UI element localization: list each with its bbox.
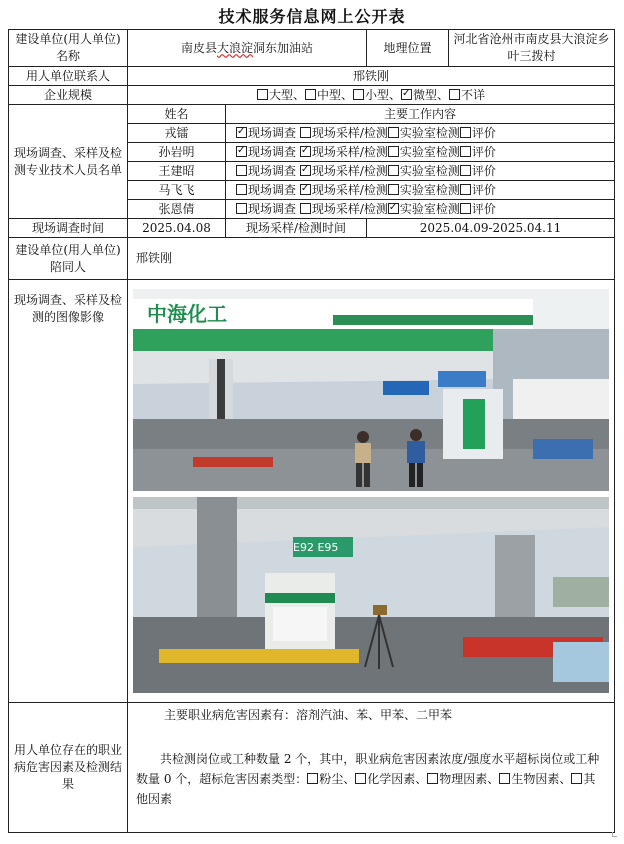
checkbox-checked xyxy=(388,203,399,214)
pump-grade-sign: E92 E95 xyxy=(293,541,339,554)
info-table xyxy=(8,29,615,833)
company-name-value: 南皮县大浪淀洞东加油站 xyxy=(128,30,367,67)
contact-value: 邢铁刚 xyxy=(128,67,615,86)
result-summary: 共检测岗位或工种数量 2 个，其中，职业病危害因素浓度/强度水平超标岗位或工种数量 0 个，超标危害因素类型： 粉尘、 化学因素、 物理因素、 生物因素、 其他因素 xyxy=(136,752,600,806)
checkbox xyxy=(460,146,471,157)
location-label: 地理位置 xyxy=(367,30,449,67)
checkbox-label: 评价 xyxy=(471,144,496,159)
checkbox-label: 现场采样/检测 xyxy=(311,201,388,216)
checkbox-label: 粉尘、 xyxy=(319,772,356,786)
photo-fuel-pump xyxy=(133,497,609,693)
checkbox xyxy=(460,184,471,195)
checkbox xyxy=(388,146,399,157)
photos-cell xyxy=(128,280,615,703)
checkbox-label: 大型、 xyxy=(268,87,305,102)
result-cell xyxy=(128,703,615,833)
checkbox xyxy=(300,127,311,138)
result-label: 用人单位存在的职业病危害因素及检测结果 xyxy=(9,703,128,833)
sample-time-value: 2025.04.09-2025.04.11 xyxy=(367,219,615,238)
scale-options xyxy=(128,86,615,105)
checkbox-label: 生物因素、 xyxy=(511,772,572,786)
checkbox-label: 其他因素 xyxy=(136,772,596,806)
checkbox-label: 评价 xyxy=(471,125,496,140)
checkbox-label: 现场调查 xyxy=(248,201,297,216)
escort-value: 邢铁刚 xyxy=(128,238,615,280)
checkbox-label: 小型、 xyxy=(365,87,402,102)
staff-work xyxy=(226,181,615,200)
checkbox-label: 评价 xyxy=(471,201,496,216)
site-photos xyxy=(133,289,609,693)
checkbox-label: 现场采样/检测 xyxy=(311,182,388,197)
checkbox xyxy=(460,165,471,176)
checkbox-label: 现场采样/检测 xyxy=(311,125,388,140)
photo-station-canopy xyxy=(133,289,609,491)
checkbox-label: 现场采样/检测 xyxy=(311,144,388,159)
checkbox-label: 实验室检测 xyxy=(399,163,460,178)
staff-name: 孙岩明 xyxy=(128,143,226,162)
staff-name: 张恩倩 xyxy=(128,200,226,219)
staff-work xyxy=(226,200,615,219)
location-value: 河北省沧州市南皮县大浪淀乡叶三拨村 xyxy=(449,30,615,67)
survey-time-value: 2025.04.08 xyxy=(128,219,226,238)
corner-mark xyxy=(612,832,617,837)
col-name-header: 姓名 xyxy=(128,105,226,124)
sample-time-label: 现场采样/检测时间 xyxy=(226,219,367,238)
checkbox-label: 实验室检测 xyxy=(399,125,460,140)
checkbox xyxy=(388,184,399,195)
staff-name: 马飞飞 xyxy=(128,181,226,200)
checkbox xyxy=(257,89,268,100)
checkbox-label: 现场调查 xyxy=(248,144,297,159)
checkbox-label: 实验室检测 xyxy=(399,201,460,216)
checkbox xyxy=(307,773,318,784)
staff-work xyxy=(226,124,615,143)
checkbox-label: 中型、 xyxy=(316,87,353,102)
checkbox xyxy=(236,203,247,214)
station-sign: 中海化工 xyxy=(147,302,227,326)
checkbox-checked xyxy=(236,127,247,138)
checkbox-label: 实验室检测 xyxy=(399,182,460,197)
checkbox xyxy=(460,203,471,214)
checkbox xyxy=(499,773,510,784)
survey-time-label: 现场调查时间 xyxy=(9,219,128,238)
scale-label: 企业规模 xyxy=(9,86,128,105)
checkbox xyxy=(427,773,438,784)
staff-label: 现场调查、采样及检测专业技术人员名单 xyxy=(9,105,128,219)
company-name-label: 建设单位(用人单位)名称 xyxy=(9,30,128,67)
photos-label: 现场调查、采样及检测的图像影像 xyxy=(9,280,128,703)
escort-label: 建设单位(用人单位)陪同人 xyxy=(9,238,128,280)
checkbox-label: 评价 xyxy=(471,182,496,197)
checkbox xyxy=(353,89,364,100)
checkbox xyxy=(449,89,460,100)
checkbox-label: 现场调查 xyxy=(248,163,297,178)
checkbox xyxy=(236,184,247,195)
staff-name: 王建昭 xyxy=(128,162,226,181)
checkbox-label: 现场调查 xyxy=(248,125,297,140)
col-work-header: 主要工作内容 xyxy=(226,105,615,124)
checkbox-checked xyxy=(300,146,311,157)
staff-name: 戎镭 xyxy=(128,124,226,143)
checkbox-label: 化学因素、 xyxy=(367,772,428,786)
checkbox-label: 现场采样/检测 xyxy=(311,163,388,178)
checkbox-label: 评价 xyxy=(471,163,496,178)
checkbox xyxy=(305,89,316,100)
page-title: 技术服务信息网上公开表 xyxy=(218,7,406,26)
checkbox-label: 物理因素、 xyxy=(439,772,500,786)
checkbox-label: 微型、 xyxy=(413,87,450,102)
contact-label: 用人单位联系人 xyxy=(9,67,128,86)
checkbox xyxy=(236,165,247,176)
checkbox-label: 现场调查 xyxy=(248,182,297,197)
main-hazards: 主要职业病危害因素有：溶剂汽油、苯、甲苯、二甲苯 xyxy=(164,708,453,722)
checkbox-checked xyxy=(236,146,247,157)
checkbox-checked xyxy=(300,165,311,176)
checkbox xyxy=(300,203,311,214)
checkbox xyxy=(355,773,366,784)
checkbox-label: 实验室检测 xyxy=(399,144,460,159)
checkbox xyxy=(388,165,399,176)
staff-work xyxy=(226,162,615,181)
checkbox xyxy=(460,127,471,138)
checkbox xyxy=(571,773,582,784)
checkbox-checked xyxy=(401,89,412,100)
checkbox-checked xyxy=(300,184,311,195)
staff-work xyxy=(226,143,615,162)
checkbox xyxy=(388,127,399,138)
checkbox-label: 不详 xyxy=(461,87,486,102)
